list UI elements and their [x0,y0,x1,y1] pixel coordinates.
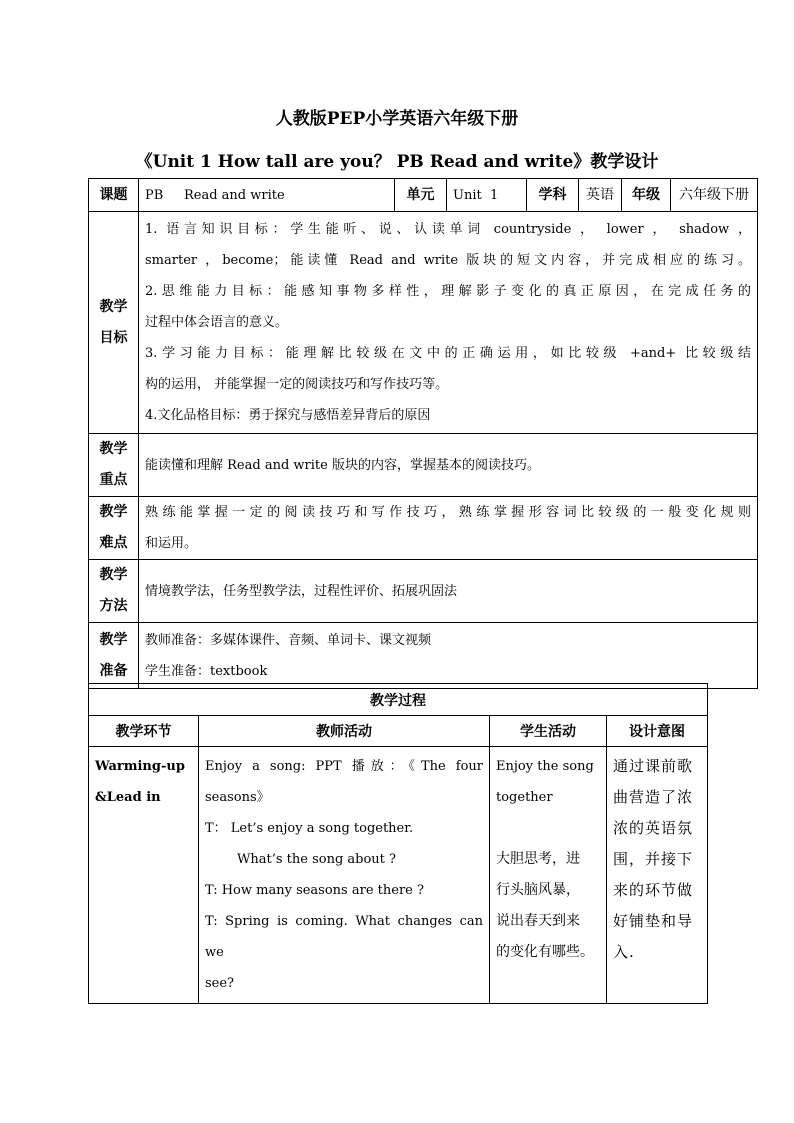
goal-line: 3.学习能力目标：能理解比较级在文中的正确运用，如比较级 +and+ 比较级结 [145,346,751,361]
student-activity-cell: Enjoy the song together 大胆思考，进 行头脑风暴， 说出春天到来 的变化有哪些。 [490,747,607,1004]
teacher-preparation: 教师准备：多媒体课件、音频、单词卡、课文视频 [145,632,432,648]
info-row [89,179,758,212]
difficult-points-text: 熟练能掌握一定的阅读技巧和写作技巧，熟练掌握形容词比较级的一般变化规则 和运用。 [139,497,758,560]
unit-label: 单元 [395,179,447,212]
methods-text: 情境教学法，任务型教学法，过程性评价、拓展巩固法 [139,560,758,623]
key-points-label: 教学 重点 [89,434,139,497]
preparation-row [89,623,758,689]
difficult-points-row [89,497,758,560]
process-columns-row [89,716,708,747]
subject-value: 英语 [579,179,622,212]
grade-label: 年级 [622,179,671,212]
teaching-process-table [88,683,708,1004]
goal-line: 过程中体会语言的意义。 [145,315,289,330]
key-points-text: 能读懂和理解 Read and write 版块的内容，掌握基本的阅读技巧。 [139,434,758,497]
process-row-warming-up [89,747,708,1004]
topic-value: PB Read and write [139,179,395,212]
key-points-row [89,434,758,497]
goals-row [89,212,758,434]
column-header-intent: 设计意图 [607,716,708,747]
goals-label: 教学 目标 [89,212,139,434]
methods-row [89,560,758,623]
stage-cell: Warming-up &Lead in [89,747,199,1004]
document-subtitle: 《Unit 1 How tall are you？ PB Read and write》教学设计 [135,152,659,172]
preparation-label: 教学 准备 [89,623,139,689]
column-header-student: 学生活动 [490,716,607,747]
goal-line: 1. 语言知识目标：学生能听、说、认读单词 countryside ， lower ， shadow ， [145,222,751,237]
column-header-stage: 教学环节 [89,716,199,747]
goal-line: 构的运用， 并能掌握一定的阅读技巧和写作技巧等。 [145,377,449,392]
methods-label: 教学 方法 [89,560,139,623]
goal-line: 4.文化品格目标：勇于探究与感悟差异背后的原因 [145,408,431,423]
process-heading-row [89,684,708,716]
difficult-points-label: 教学 难点 [89,497,139,560]
design-intent-cell: 通过课前歌 曲营造了浓 浓的英语氛 围，并接下 来的环节做 好铺垫和导 入. [607,747,708,1004]
student-preparation: 学生准备：textbook [145,663,268,679]
process-heading: 教学过程 [89,684,708,716]
goal-line: 2.思维能力目标：能感知事物多样性，理解影子变化的真正原因，在完成任务的 [145,284,751,299]
lesson-info-table [88,178,758,689]
document-title: 人教版PEP小学英语六年级下册 [275,109,519,129]
unit-value: Unit 1 [447,179,527,212]
subject-label: 学科 [527,179,579,212]
column-header-teacher: 教师活动 [199,716,490,747]
goals-content [139,212,758,434]
goal-line: smarter ，become；能读懂 Read and write 版块的短文内容，并完成相应的练习。 [145,253,751,268]
preparation-text [139,623,758,689]
teacher-activity-cell: Enjoy a song: PPT 播放：《The four seasons》 T： Let’s enjoy a song together. What’s the song about ? T: How many seasons are there ? T: Spring is coming. What changes can we see? [199,747,490,1004]
grade-value: 六年级下册 [671,179,758,212]
topic-label: 课题 [89,179,139,212]
